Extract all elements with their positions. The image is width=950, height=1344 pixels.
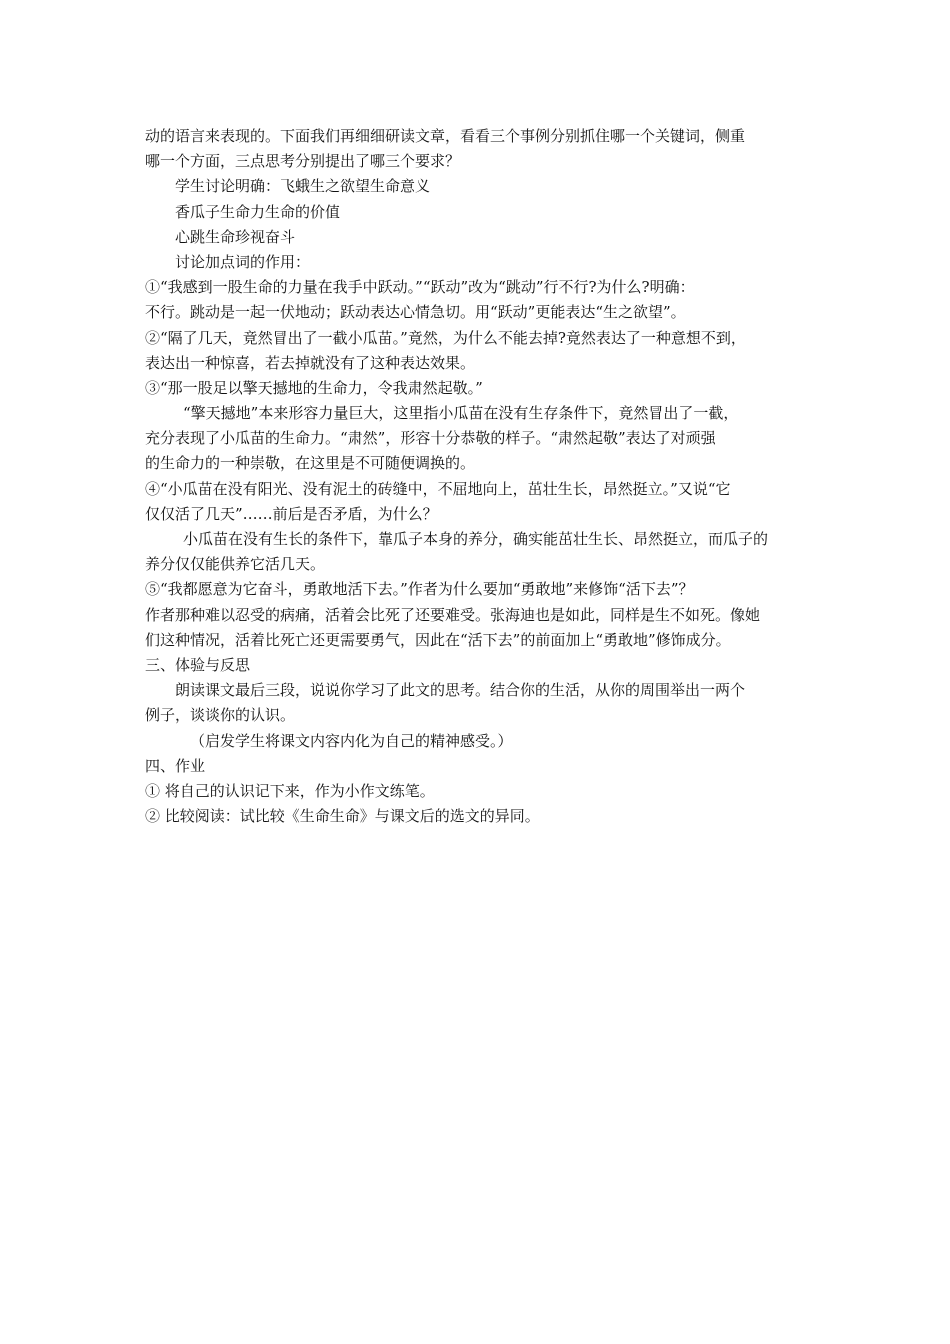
text-line: 哪一个方面，三点思考分别提出了哪三个要求？ bbox=[145, 152, 461, 171]
text-line: ⑤“我都愿意为它奋斗，勇敢地活下去。”作者为什么要加“勇敢地”来修饰“活下去”？ bbox=[145, 580, 694, 599]
text-line: 不行。跳动是一起一伏地动；跃动表达心情急切。用“跃动”更能表达“生之欲望”。 bbox=[145, 303, 686, 322]
text-line: 养分仅仅能供养它活几天。 bbox=[145, 555, 326, 574]
section-heading: 四、作业 bbox=[145, 756, 206, 775]
text-line: ②“隔了几天，竟然冒出了一截小瓜苗。”竟然，为什么不能去掉?竟然表达了一种意想不到， bbox=[145, 328, 746, 347]
text-line: ② 比较阅读：试比较《生命生命》与课文后的选文的异同。 bbox=[145, 807, 540, 826]
section-heading: 三、体验与反思 bbox=[145, 655, 251, 674]
text-line: “擎天撼地”本来形容力量巨大，这里指小瓜苗在没有生存条件下，竟然冒出了一截， bbox=[183, 404, 739, 423]
text-line: ③“那一股足以擎天撼地的生命力，令我肃然起敬。” bbox=[145, 378, 483, 397]
text-line: 例子，谈谈你的认识。 bbox=[145, 706, 296, 725]
text-line: 表达出一种惊喜，若去掉就没有了这种表达效果。 bbox=[145, 353, 476, 372]
document-body bbox=[145, 124, 820, 829]
text-line: （启发学生将课文内容内化为自己的精神感受。） bbox=[190, 731, 513, 750]
text-line: 动的语言来表现的。下面我们再细细研读文章，看看三个事例分别抓住哪一个关键词，侧重 bbox=[145, 127, 746, 145]
text-line: 心跳生命珍视奋斗 bbox=[175, 227, 296, 246]
text-line: ①“我感到一股生命的力量在我手中跃动。”“跃动”改为“跳动”行不行?为什么?明确： bbox=[145, 278, 695, 297]
text-line: 学生讨论明确：飞蛾生之欲望生命意义 bbox=[175, 177, 431, 196]
text-line: 作者那种难以忍受的病痛，活着会比死了还要难受。张海迪也是如此，同样是生不如死。像她 bbox=[145, 605, 761, 624]
text-line: 充分表现了小瓜苗的生命力。“肃然”，形容十分恭敬的样子。“肃然起敬”表达了对顽强 bbox=[145, 429, 716, 448]
text-line: ① 将自己的认识记下来，作为小作文练笔。 bbox=[145, 781, 435, 800]
text-line: ④“小瓜苗在没有阳光、没有泥土的砖缝中，不屈地向上，茁壮生长，昂然挺立。”又说“它 bbox=[145, 479, 731, 498]
text-line: 小瓜苗在没有生长的条件下，靠瓜子本身的养分，确实能茁壮生长、昂然挺立，而瓜子的 bbox=[183, 530, 769, 548]
text-line: 仅仅活了几天”……前后是否矛盾，为什么？ bbox=[145, 504, 438, 523]
text-line: 香瓜子生命力生命的价值 bbox=[175, 202, 341, 221]
text-line: 朗读课文最后三段，说说你学习了此文的思考。结合你的生活，从你的周围举出一两个 bbox=[175, 681, 746, 700]
text-line: 讨论加点词的作用： bbox=[175, 252, 311, 271]
text-line: 们这种情况，活着比死亡还更需要勇气，因此在“活下去”的前面加上“勇敢地”修饰成分。 bbox=[145, 630, 731, 649]
text-line: 的生命力的一种崇敬，在这里是不可随便调换的。 bbox=[145, 454, 476, 473]
